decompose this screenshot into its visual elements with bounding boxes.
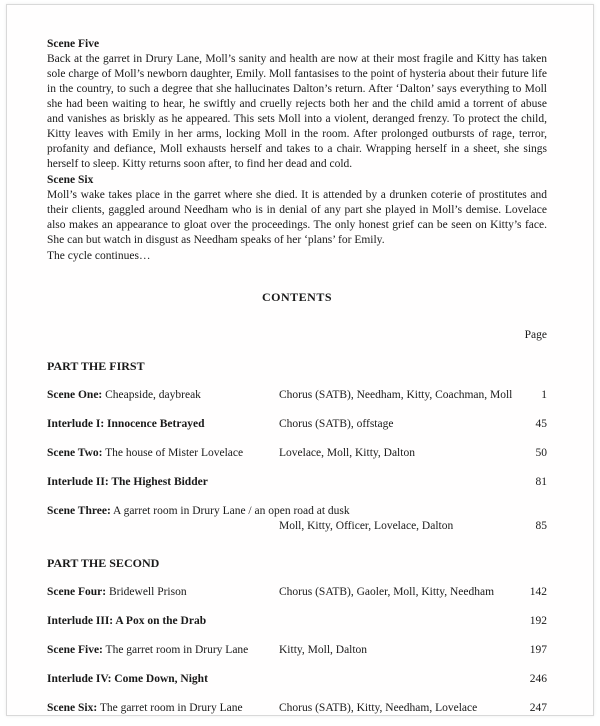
toc-entry-cast: Chorus (SATB), Gaoler, Moll, Kitty, Needham: [279, 586, 495, 598]
toc-entry-label: Scene One: Cheapside, daybreak: [47, 389, 201, 401]
toc-entry-cast: Chorus (SATB), offstage: [279, 418, 394, 430]
toc-entry-cast: Chorus (SATB), Needham, Kitty, Coachman, Moll: [279, 389, 513, 401]
scene-five-paragraph: Back at the garret in Drury Lane, Moll’s sanity and health are now at their most fragile and Kitty has taken sole charge of Moll’s newborn daughter, Emily. Moll fantasises to the point of hysteria about their future life in the country, to such a degree that she hallucinates Dalton’s return. After ‘Dalton’ says everything to Moll she had been waiting to hear, he swiftly and cruelly rejects both her and the child amid a torrent of abuse and vanishes as briskly as he appeared. This sets Moll into a violent, deranged frenzy. To protect the child, Kitty leaves with Emily in her arms, locking Moll in the room. After prolonged outbursts of rage, terror, profanity and defiance, Moll exhausts herself and takes to a chair. Wrapping herself in a sheet, she sings herself to sleep. Kitty returns soon after, to find her dead and cold.: [47, 53, 547, 170]
toc-entry-cast: Lovelace, Moll, Kitty, Dalton: [279, 447, 415, 459]
toc-entry-continued: [47, 519, 547, 534]
toc-entry-label: Scene Two: The house of Mister Lovelace: [47, 447, 244, 459]
toc-entry: [47, 475, 547, 490]
toc-entry: [47, 643, 547, 658]
toc-entry-page: 45: [535, 418, 547, 430]
toc-entry-page: 246: [529, 673, 547, 685]
toc-part-first: [47, 388, 547, 534]
toc-entry: [47, 585, 547, 600]
contents-title: CONTENTS: [261, 290, 333, 304]
toc-entry-label: Scene Five: The garret room in Drury Lane: [47, 644, 249, 656]
toc-entry: [47, 504, 547, 519]
closing-line: The cycle continues…: [47, 250, 151, 262]
toc-entry-page: 197: [529, 644, 547, 656]
toc-entry: [47, 417, 547, 432]
toc-entry-page: 81: [535, 476, 547, 488]
toc-part-second: [47, 585, 547, 716]
toc-entry: [47, 701, 547, 716]
document-page: [6, 4, 594, 716]
part-first-title: PART THE FIRST: [47, 359, 145, 373]
toc-entry-page: 1: [541, 389, 547, 401]
toc-entry-label: Scene Three: A garret room in Drury Lane / an open road at dusk: [47, 505, 350, 517]
scene-five-heading: Scene Five: [47, 38, 100, 50]
toc-entry: [47, 388, 547, 403]
toc-entry-label: Interlude III: A Pox on the Drab: [47, 615, 207, 627]
toc-entry-page: 50: [535, 447, 547, 459]
scene-six-heading: Scene Six: [47, 174, 94, 186]
part-second-title: PART THE SECOND: [47, 556, 160, 570]
toc-entry-cast: Chorus (SATB), Kitty, Needham, Lovelace: [279, 702, 478, 714]
toc-entry-label: Interlude I: Innocence Betrayed: [47, 418, 205, 430]
toc-entry: [47, 446, 547, 461]
toc-entry: [47, 672, 547, 687]
scene-six-paragraph: Moll’s wake takes place in the garret where she died. It is attended by a drunken coterie of prostitutes and their clients, gaggled around Needham who is in denial of any part she played in Moll’s demise. Lovelace also makes an appearance to gloat over the proceedings. The only honest grief can be seen on Kitty’s face. She can but watch in disgust as Needham speaks of her ‘plans’ for Emily.: [47, 189, 547, 246]
toc-entry-page: 192: [529, 615, 547, 627]
toc-entry-page: 142: [529, 586, 547, 598]
toc-entry-page: 85: [535, 520, 547, 532]
toc-entry-label: Scene Six: The garret room in Drury Lane: [47, 702, 243, 714]
toc-entry-cast: Moll, Kitty, Officer, Lovelace, Dalton: [279, 520, 454, 532]
toc-entry-page: 247: [529, 702, 547, 714]
page-column-label: Page: [524, 329, 547, 341]
toc-entry-label: Interlude II: The Highest Bidder: [47, 476, 208, 488]
toc-entry-cast: Kitty, Moll, Dalton: [279, 644, 368, 656]
toc-entry-label: Scene Four: Bridewell Prison: [47, 586, 187, 598]
toc-entry-label: Interlude IV: Come Down, Night: [47, 673, 208, 685]
synopsis-section: [47, 37, 547, 264]
toc-entry: [47, 614, 547, 629]
